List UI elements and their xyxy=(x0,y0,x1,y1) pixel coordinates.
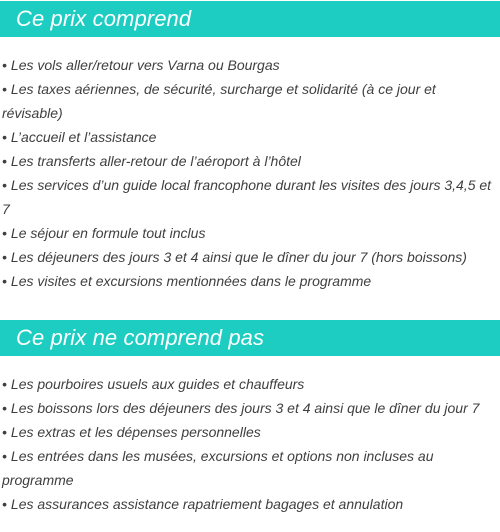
list-item-text: Les taxes aériennes, de sécurité, surcharge et solidarité (à ce jour et révisable) xyxy=(2,81,436,121)
list-item xyxy=(2,492,498,516)
bullet-icon: • xyxy=(2,376,7,392)
price-excludes-list xyxy=(2,372,498,516)
list-item xyxy=(2,53,498,77)
list-item-text: Les boissons lors des déjeuners des jours 3 et 4 ainsi que le dîner du jour 7 xyxy=(10,400,480,416)
list-item xyxy=(2,221,498,245)
bullet-icon: • xyxy=(2,225,7,241)
list-item-text: Les extras et les dépenses personnelles xyxy=(10,424,261,440)
list-item-text: Les déjeuners des jours 3 et 4 ainsi que le dîner du jour 7 (hors boissons) xyxy=(10,249,467,265)
list-item xyxy=(2,245,498,269)
list-item xyxy=(2,269,498,293)
price-includes-section xyxy=(0,1,500,37)
list-item-text: Les assurances assistance rapatriement bagages et annulation xyxy=(10,496,404,512)
bullet-icon: • xyxy=(2,448,7,464)
price-excludes-section xyxy=(0,320,500,356)
list-item xyxy=(2,173,498,221)
bullet-icon: • xyxy=(2,424,7,440)
bullet-icon: • xyxy=(2,177,7,193)
bullet-icon: • xyxy=(2,249,7,265)
list-item-text: Les transferts aller-retour de l’aéroport à l’hôtel xyxy=(10,153,301,169)
bullet-icon: • xyxy=(2,81,7,97)
list-item xyxy=(2,420,498,444)
list-item xyxy=(2,444,498,492)
list-item xyxy=(2,77,498,125)
price-includes-title: Ce prix comprend xyxy=(16,6,192,31)
price-excludes-header xyxy=(0,320,500,356)
bullet-icon: • xyxy=(2,273,7,289)
list-item-text: Le séjour en formule tout inclus xyxy=(10,225,206,241)
bullet-icon: • xyxy=(2,400,7,416)
price-includes-list xyxy=(2,53,498,293)
list-item xyxy=(2,125,498,149)
list-item xyxy=(2,372,498,396)
bullet-icon: • xyxy=(2,129,7,145)
price-excludes-title: Ce prix ne comprend pas xyxy=(16,325,265,350)
list-item-text: Les visites et excursions mentionnées dans le programme xyxy=(10,273,372,289)
bullet-icon: • xyxy=(2,496,7,512)
list-item xyxy=(2,396,498,420)
list-item-text: L’accueil et l’assistance xyxy=(10,129,157,145)
list-item-text: Les pourboires usuels aux guides et chauffeurs xyxy=(10,376,305,392)
list-item-text: Les vols aller/retour vers Varna ou Bourgas xyxy=(10,57,280,73)
bullet-icon: • xyxy=(2,153,7,169)
price-includes-header xyxy=(0,1,500,37)
list-item-text: Les services d’un guide local francophone durant les visites des jours 3,4,5 et 7 xyxy=(2,177,492,217)
list-item xyxy=(2,149,498,173)
list-item-text: Les entrées dans les musées, excursions et options non incluses au programme xyxy=(2,448,434,488)
bullet-icon: • xyxy=(2,57,7,73)
